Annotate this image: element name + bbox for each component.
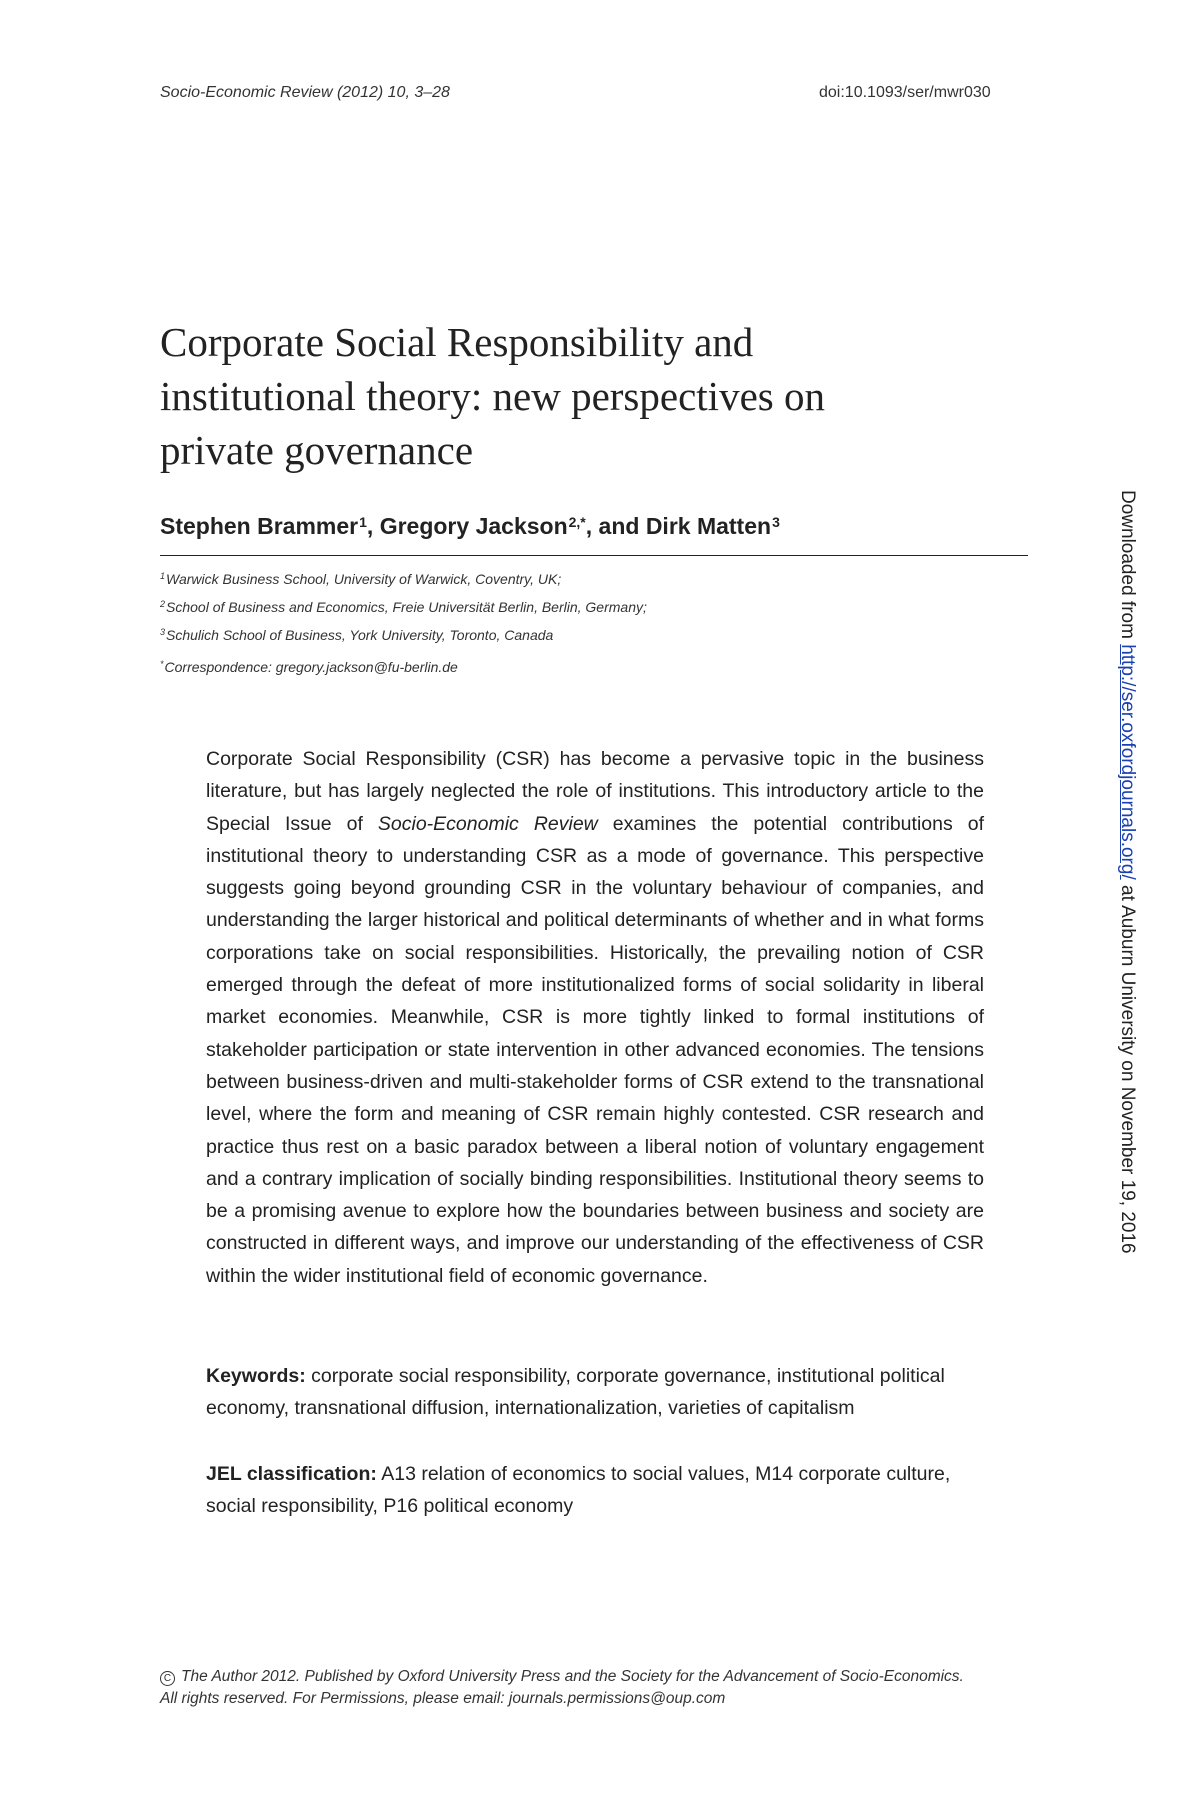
jel-text: A13 relation of economics to social values, M14 corporate culture, social responsibility, P16 political economy (206, 1463, 951, 1518)
author-list (160, 513, 780, 540)
author-name: Stephen Brammer (160, 513, 359, 539)
author-name: Gregory Jackson (379, 513, 568, 539)
download-notice (1116, 490, 1138, 1254)
abstract-journal-name: Socio-Economic Review (377, 812, 598, 835)
download-notice-text: at Auburn University on November 19, 2016 (1117, 879, 1138, 1254)
keywords-text: corporate social responsibility, corporate governance, institutional political economy, transnational diffusion, internationalization, varieties of capitalism (206, 1365, 945, 1420)
correspondence (160, 659, 458, 675)
abstract (206, 743, 984, 1292)
affiliation-mark: 1 (160, 571, 166, 581)
download-notice-text: Downloaded from (1117, 490, 1138, 645)
affiliation-mark: 3 (160, 627, 166, 637)
affiliation (160, 620, 1028, 648)
affiliation-text: Warwick Business School, University of Warwick, Coventry, UK; (166, 571, 562, 587)
copyright-footer (160, 1666, 1060, 1710)
author-affiliation-mark: 3 (772, 514, 780, 530)
doi: doi:10.1093/ser/mwr030 (819, 84, 991, 101)
title-line: institutional theory: new perspectives on (160, 373, 825, 419)
keywords (206, 1360, 976, 1425)
affiliation (160, 564, 1028, 592)
affiliation-mark: 2 (160, 599, 166, 609)
paper-title (160, 315, 1060, 477)
author-affiliation-mark: 2,* (568, 514, 586, 530)
author-name: Dirk Matten (645, 513, 772, 539)
abstract-text: examines the potential contributions of institutional theory to understanding CSR as a mode of governance. This perspective suggests going beyond grounding CSR in the voluntary behaviour of companies, and understanding the larger historical and political determinants of whether and in what forms corporations take on social responsibilities. Historically, the prevailing notion of CSR emerged through the defeat of more institutionalized forms of social solidarity in liberal market economies. Meanwhile, CSR is more tightly linked to formal institutions of stakeholder participation or state intervention in other advanced economies. The tensions between business-driven and multi-stakeholder forms of CSR extend to the transnational level, where the form and meaning of CSR remain highly contested. CSR research and practice thus rest on a basic paradox between a liberal notion of voluntary engagement and a contrary implication of socially binding responsibilities. Institutional theory seems to be a promising avenue to explore how the boundaries between business and society are constructed in different ways, and improve our understanding of the effectiveness of CSR within the wider institutional field of economic governance. (206, 812, 984, 1287)
affiliation (160, 592, 1028, 620)
jel-classification (206, 1458, 976, 1523)
title-line: Corporate Social Responsibility and (160, 319, 754, 365)
copyright-icon: C (160, 1671, 175, 1686)
author-divider (160, 555, 1028, 556)
affiliation-text: School of Business and Economics, Freie Universität Berlin, Berlin, Germany; (166, 599, 647, 615)
jel-label: JEL classification: (206, 1463, 377, 1485)
keywords-label: Keywords: (206, 1365, 306, 1387)
correspondence-text: Correspondence: gregory.jackson@fu-berlin.de (164, 659, 458, 675)
footer-text: The Author 2012. Published by Oxford University Press and the Society for the Advancement of Socio-Economics. (181, 1668, 964, 1685)
journal-reference: Socio-Economic Review (2012) 10, 3–28 (160, 84, 450, 101)
title-line: private governance (160, 427, 474, 473)
author-separator: , (366, 513, 380, 539)
abstract-text: Corporate Social Responsibility (CSR) has become a pervasive topic in the business literature, but has largely neglected the role of institutions. This introductory article to the Special Issue of (206, 748, 984, 835)
footer-line: All rights reserved. For Permissions, please email: journals.permissions@oup.com (160, 1690, 726, 1707)
affiliation-text: Schulich School of Business, York University, Toronto, Canada (166, 627, 554, 643)
author-affiliation-mark: 1 (359, 514, 367, 530)
correspondence-mark: * (160, 659, 164, 669)
journal-site-link[interactable]: http://ser.oxfordjournals.org/ (1117, 644, 1138, 880)
affiliation-list (160, 564, 1028, 648)
footer-line (160, 1666, 1060, 1688)
author-separator: , and (585, 513, 646, 539)
